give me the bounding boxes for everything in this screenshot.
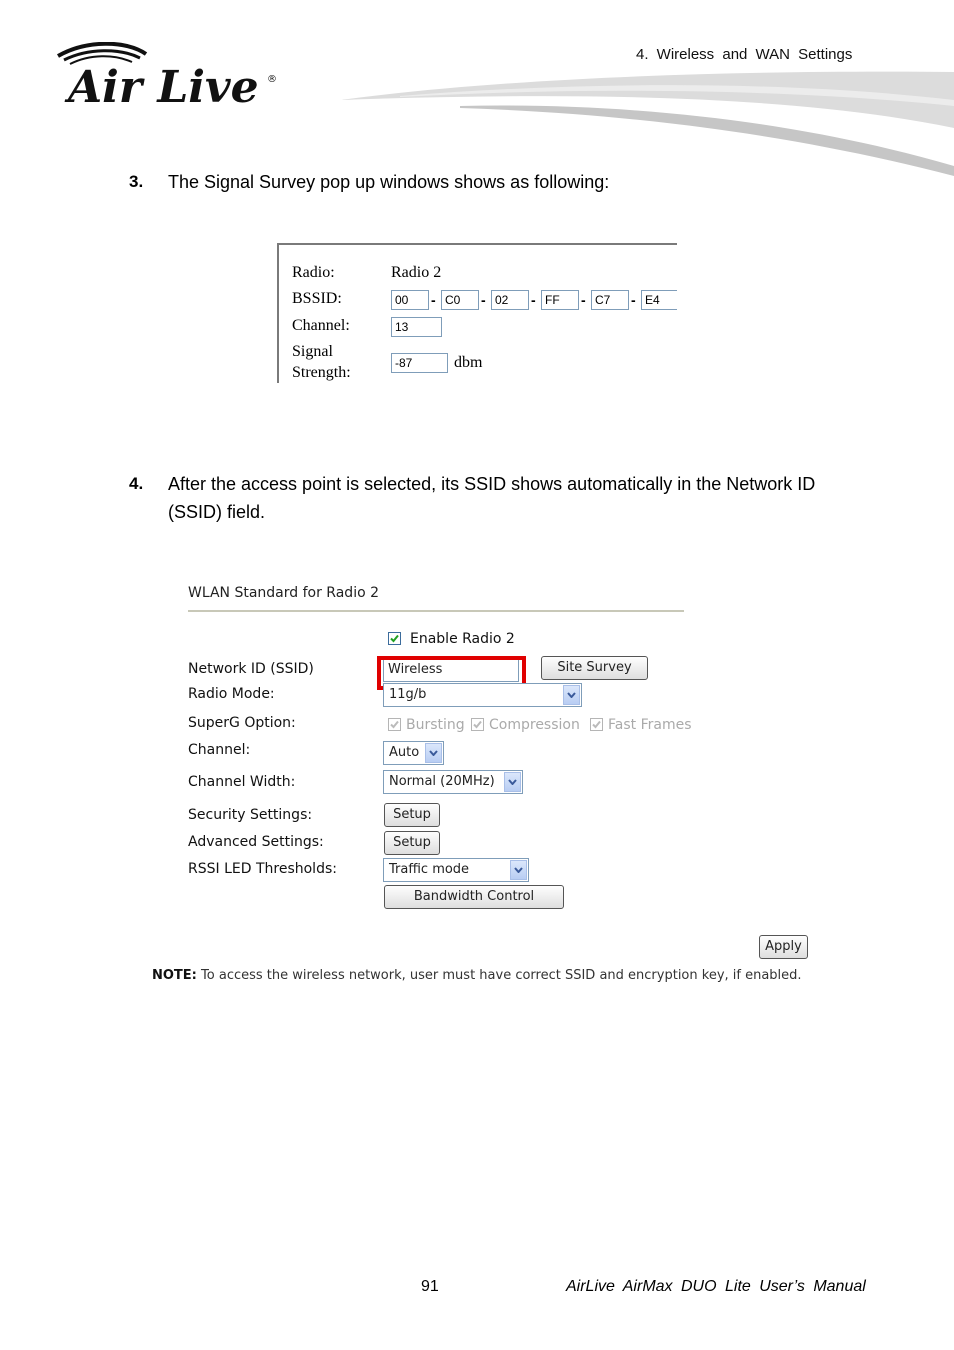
wlan-settings-panel: [110, 565, 830, 1005]
signal-label-line-1: Signal: [292, 343, 333, 360]
title-divider: [188, 610, 684, 612]
checkmark-icon: [472, 719, 483, 730]
step-4-text-line-2: (SSID) field.: [168, 502, 266, 522]
logo-wordmark: Air Live: [68, 62, 259, 106]
signal-label-line-2: Strength:: [292, 364, 351, 381]
channel-select[interactable]: [383, 741, 444, 765]
bssid-octet-4[interactable]: FF: [541, 290, 579, 310]
note-prefix: NOTE:: [152, 968, 197, 983]
step-4-text-line-1: After the access point is selected, its SSID shows automatically in the Network ID: [168, 474, 816, 494]
note-text: [152, 968, 802, 983]
fast-frames-label: Fast Frames: [608, 717, 692, 733]
chevron-down-icon[interactable]: [563, 685, 580, 705]
compression-label: Compression: [489, 717, 580, 733]
bssid-separator: -: [481, 292, 486, 308]
rssi-label: RSSI LED Thresholds:: [188, 861, 337, 877]
signal-survey-panel: [277, 243, 677, 383]
apply-button[interactable]: Apply: [759, 935, 808, 959]
advanced-setup-button[interactable]: Setup: [384, 831, 440, 855]
bssid-separator: -: [431, 292, 436, 308]
radio-label: Radio:: [292, 264, 335, 281]
signal-strength-field[interactable]: -87: [391, 353, 448, 373]
site-survey-button[interactable]: Site Survey: [541, 656, 648, 680]
channel-label: Channel:: [292, 317, 350, 334]
checkmark-icon: [389, 633, 400, 644]
ssid-label: Network ID (SSID): [188, 661, 314, 677]
radio-mode-select[interactable]: [383, 683, 582, 707]
rssi-value: Traffic mode: [389, 862, 470, 877]
wlan-title: WLAN Standard for Radio 2: [188, 585, 380, 601]
page-number: 91: [421, 1278, 439, 1295]
advanced-settings-label: Advanced Settings:: [188, 834, 324, 850]
radio-mode-label: Radio Mode:: [188, 686, 275, 702]
ssid-input[interactable]: Wireless: [383, 658, 519, 682]
channel-width-label: Channel Width:: [188, 774, 296, 790]
airlive-logo: [56, 42, 281, 111]
bssid-octet-1[interactable]: 00: [391, 290, 429, 310]
bandwidth-control-button[interactable]: Bandwidth Control: [384, 885, 564, 909]
bssid-separator: -: [581, 292, 586, 308]
checkmark-icon: [389, 719, 400, 730]
radio-value: Radio 2: [391, 264, 442, 281]
security-settings-label: Security Settings:: [188, 807, 313, 823]
bssid-octet-5[interactable]: C7: [591, 290, 629, 310]
bssid-octet-2[interactable]: C0: [441, 290, 479, 310]
bursting-checkbox[interactable]: [388, 718, 401, 731]
channel-field[interactable]: 13: [391, 317, 442, 337]
step-3-number: 3.: [129, 172, 144, 191]
note-body: To access the wireless network, user must have correct SSID and encryption key, if enabled.: [201, 968, 802, 983]
bssid-separator: -: [531, 292, 536, 308]
chevron-down-icon[interactable]: [504, 772, 521, 792]
superg-label: SuperG Option:: [188, 715, 296, 731]
channel-value: Auto: [389, 745, 420, 760]
checkmark-icon: [591, 719, 602, 730]
bursting-label: Bursting: [406, 717, 465, 733]
registered-mark: ®: [267, 74, 277, 85]
chevron-down-icon[interactable]: [425, 743, 442, 763]
bssid-octet-3[interactable]: 02: [491, 290, 529, 310]
channel-width-value: Normal (20MHz): [389, 774, 495, 789]
step-4-number: 4.: [129, 474, 144, 493]
compression-checkbox[interactable]: [471, 718, 484, 731]
step-3-text: The Signal Survey pop up windows shows as following:: [168, 172, 610, 192]
enable-radio-checkbox[interactable]: [388, 632, 401, 645]
chapter-heading: 4. Wireless and WAN Settings: [636, 46, 853, 63]
channel-label: Channel:: [188, 742, 251, 758]
bssid-octet-6[interactable]: E4: [641, 290, 677, 310]
channel-width-select[interactable]: [383, 770, 523, 794]
manual-title: AirLive AirMax DUO Lite User’s Manual: [566, 1278, 866, 1295]
radio-mode-value: 11g/b: [389, 687, 427, 702]
security-setup-button[interactable]: Setup: [384, 803, 440, 827]
bssid-label: BSSID:: [292, 290, 342, 307]
rssi-select[interactable]: [383, 858, 529, 882]
enable-radio-label: Enable Radio 2: [410, 631, 515, 647]
bssid-separator: -: [631, 292, 636, 308]
header-swoosh-graphic: [340, 66, 954, 183]
fast-frames-checkbox[interactable]: [590, 718, 603, 731]
signal-unit: dbm: [454, 354, 483, 371]
chevron-down-icon[interactable]: [510, 860, 527, 880]
